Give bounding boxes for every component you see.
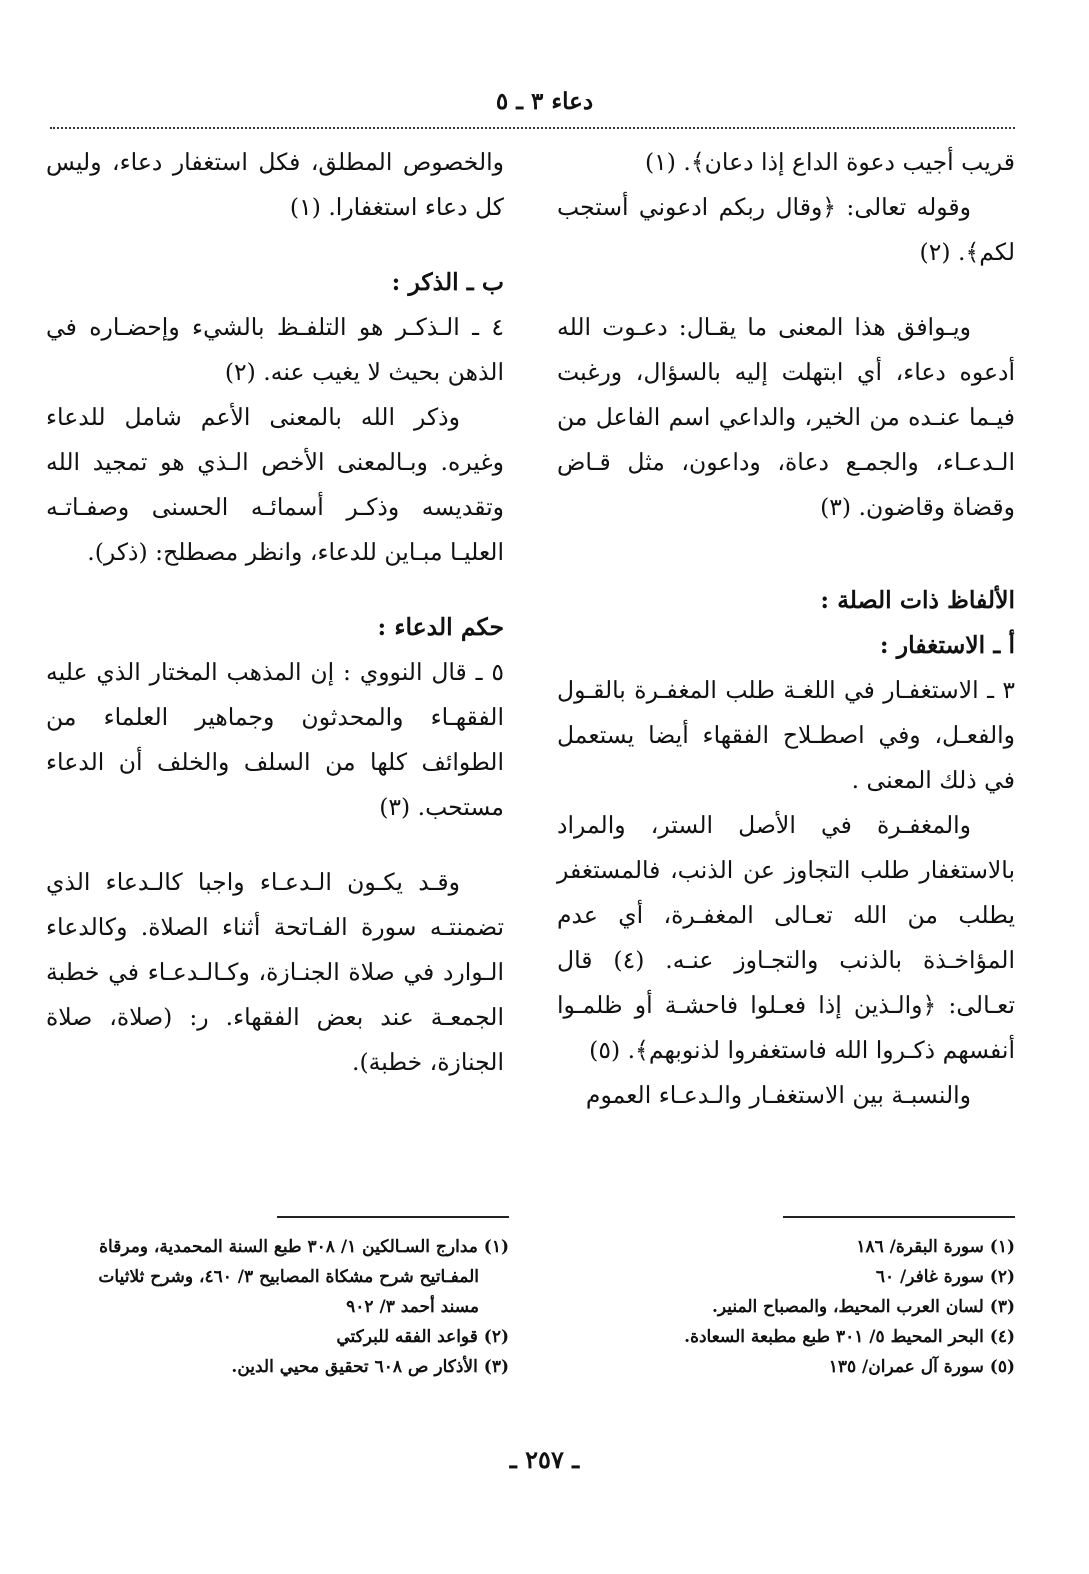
heading-hukm: حكم الدعاء : xyxy=(377,613,504,641)
paragraph-3: ٣ ـ الاستغفـار في اللغـة طلب المغفـرة بالقـول والفعـل، وفي اصطـلاح الفقهاء أيضا يستعمل في ذلك المعنى . xyxy=(557,676,1015,794)
heading-istighfar: أ ـ الاستغفار : xyxy=(879,631,1015,659)
footnote-item: (٣) لسان العرب المحيط، والمصباح المنير. xyxy=(711,1297,1015,1317)
paragraph-nisba: والنسبـة بين الاستغفـار والـدعـاء العموم xyxy=(585,1081,971,1109)
footnote-rule-left xyxy=(277,1216,509,1218)
right-column xyxy=(557,140,1015,1118)
paragraph-continuation: والخصوص المطلق، فكل استغفار دعاء، وليس كل دعاء استغفارا. (١) xyxy=(46,148,504,221)
left-column xyxy=(46,140,504,1085)
footnote-item: (٢) سورة غافر/ ٦٠ xyxy=(875,1267,1015,1287)
footnote-item: (٣) الأذكار ص ٦٠٨ تحقيق محيي الدين. xyxy=(231,1357,509,1377)
footnote-item: المفـاتيح شرح مشكاة المصابيح ٣/ ٤٦٠، وشرح ثلاثيات xyxy=(98,1267,479,1287)
paragraph-dhikr-allah: وذكر الله بالمعنى الأعم شامل للدعاء وغيره. وبـالمعنى الأخص الـذي هو تمجيد الله وتقديسه وذكـر أسمائـه الحسنى وصفـاتـه العليـا مبـاين للدعاء، وانظر مصطلح: (ذكر). xyxy=(46,403,504,566)
paragraph-5: ٥ ـ قال النووي : إن المذهب المختار الذي عليه الفقهـاء والمحدثون وجماهير العلماء من الطوائف كلها من السلف والخلف أن الدعاء مستحب. (٣) xyxy=(46,658,504,821)
footnote-item: (٢) قواعد الفقه للبركتي xyxy=(336,1327,509,1347)
footnote-item: (٥) سورة آل عمران/ ١٣٥ xyxy=(828,1357,1015,1377)
footnote-item: (١) مدارج السـالكين ١/ ٣٠٨ طبع السنة المحمدية، ومرقاة xyxy=(99,1237,509,1257)
heading-dhikr: ب ـ الذكر : xyxy=(391,268,504,296)
footnote-item: (١) سورة البقرة/ ١٨٦ xyxy=(856,1237,1015,1257)
header-dotted-rule xyxy=(50,127,1015,129)
paragraph-wajib: وقـد يكـون الـدعـاء واجبا كالـدعاء الذي تضمنتـه سورة الفـاتحة أثناء الصلاة. وكالدعاء الـوارد في صلاة الجنـازة، وكـالـدعـاء في خطبة الجمعـة عند بعض الفقهاء. ر: (صلاة، صلاة الجنازة، خطبة). xyxy=(46,868,504,1076)
paragraph-maghfira: والمغفـرة في الأصل الستر، والمراد بالاستغفار طلب التجاوز عن الذنب، فالمستغفر يطلب من الله تعـالى المغفـرة، أي عدم المؤاخـذة بالذنب والتجـاوز عنـه. (٤) قال تعـالى: ﴿والـذين إذا فعـلوا فاحشـة أو ظلمـوا أنفسهم ذكـروا الله فاستغفروا لذنوبهم﴾. (٥) xyxy=(557,811,1015,1064)
paragraph-quote: وقوله تعالى: ﴿وقال ربكم ادعوني أستجب لكم﴾. (٢) xyxy=(557,193,1015,266)
intro-verse-line: قريب أجيب دعوة الداع إذا دعان﴾. (١) xyxy=(644,148,1015,176)
paragraph-4: ٤ ـ الـذكـر هو التلفـظ بالشيء وإحضـاره في الذهن بحيث لا يغيب عنه. (٢) xyxy=(46,313,504,386)
heading-related-terms: الألفاظ ذات الصلة : xyxy=(820,586,1015,614)
footnotes-right xyxy=(555,1232,1015,1382)
footnote-rule-right xyxy=(783,1216,1015,1218)
footnotes-left xyxy=(49,1232,509,1382)
running-head: دعاء ٣ ـ ٥ xyxy=(495,88,594,115)
paragraph-meaning: ويـوافق هذا المعنى ما يقـال: دعـوت الله أدعوه دعاء، أي ابتهلت إليه بالسؤال، ورغبت فيـما عنـده من الخير، والداعي اسم الفاعل من الـدعـاء، والجمـع دعاة، وداعون، مثل قـاض وقضاة وقاضون. (٣) xyxy=(557,313,1015,521)
page-number: ـ ٢٥٧ ـ xyxy=(509,1445,580,1474)
footnote-item: مسند أحمد ٣/ ٩٠٢ xyxy=(346,1297,479,1317)
footnote-item: (٤) البحر المحيط ٥/ ٣٠١ طبع مطبعة السعادة. xyxy=(684,1327,1015,1347)
